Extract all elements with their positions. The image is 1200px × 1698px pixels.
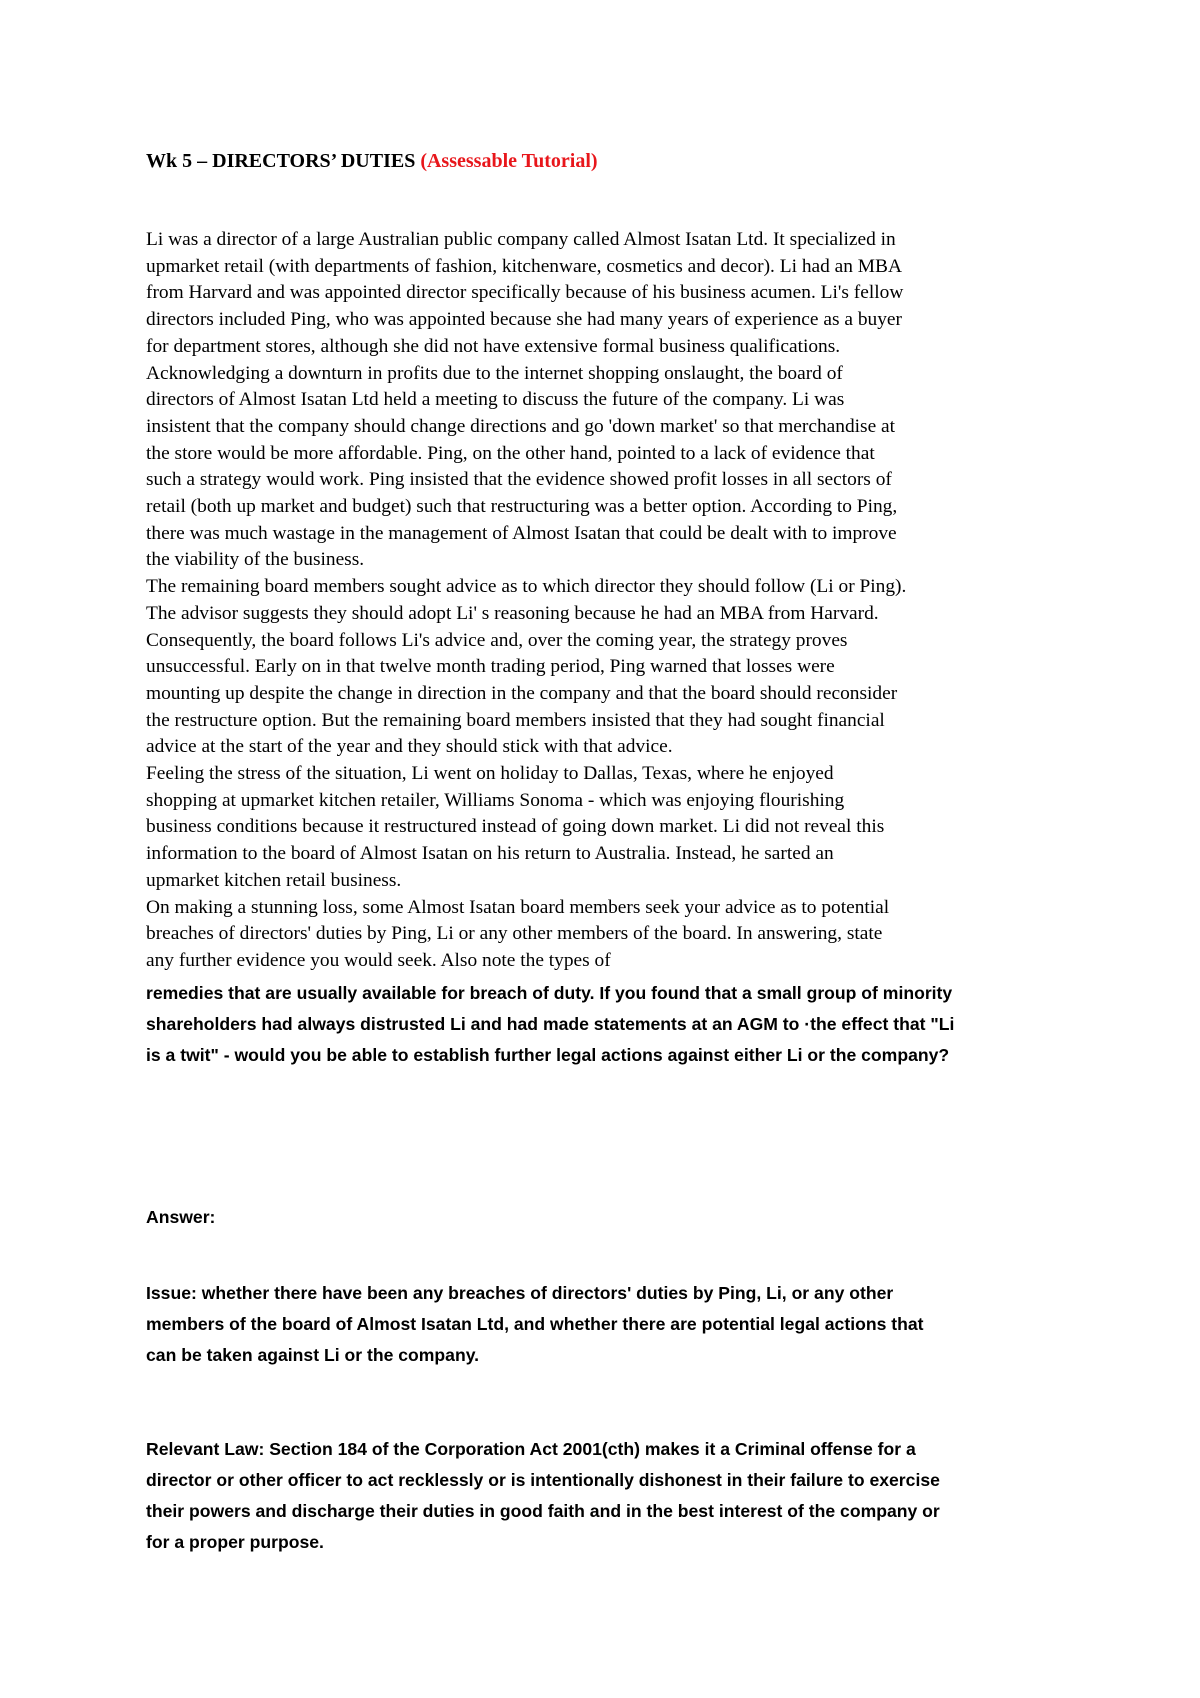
text-line: insistent that the company should change directions and go 'down market' so that merchandise at (146, 415, 896, 437)
text-line: business conditions because it restructured instead of going down market. Li did not reveal this (146, 816, 885, 838)
text-line: is a twit" - would you be able to establish further legal actions against either Li or the company? (146, 1045, 950, 1065)
text-line: mounting up despite the change in direction in the company and that the board should reconsider (146, 682, 898, 704)
document-title (146, 148, 1086, 174)
scenario-paragraph (146, 361, 1086, 575)
text-line: Acknowledging a downturn in profits due to the internet shopping onslaught, the board of (146, 362, 843, 384)
text-line: for department stores, although she did not have extensive formal business qualifications. (146, 335, 841, 357)
text-line: upmarket kitchen retail business. (146, 869, 402, 891)
text-line: director or other officer to act recklessly or is intentionally dishonest in their failure to exercise (146, 1470, 940, 1490)
text-line: information to the board of Almost Isatan on his return to Australia. Instead, he sarted an (146, 843, 834, 865)
text-line: Issue: whether there have been any breaches of directors' duties by Ping, Li, or any other (146, 1283, 894, 1303)
text-line: the restructure option. But the remaining board members insisted that they had sought financial (146, 709, 885, 731)
text-line: Feeling the stress of the situation, Li went on holiday to Dallas, Texas, where he enjoyed (146, 763, 834, 785)
question-text (146, 978, 1086, 1071)
scenario-paragraph (146, 895, 1086, 975)
scenario-text (146, 227, 1086, 975)
text-line: remedies that are usually available for breach of duty. If you found that a small group of minority (146, 983, 953, 1003)
text-line: Consequently, the board follows Li's advice and, over the coming year, the strategy proves (146, 629, 848, 651)
text-line: directors of Almost Isatan Ltd held a meeting to discuss the future of the company. Li was (146, 389, 845, 411)
text-line: shareholders had always distrusted Li and had made statements at an AGM to ·the effect that "Li (146, 1014, 955, 1034)
issue-section (146, 1278, 1086, 1371)
text-line: The advisor suggests they should adopt Li' s reasoning because he had an MBA from Harvard. (146, 602, 879, 624)
text-line: there was much wastage in the management of Almost Isatan that could be dealt with to improve (146, 522, 897, 544)
text-line: the viability of the business. (146, 549, 365, 571)
text-line: breaches of directors' duties by Ping, Li or any other members of the board. In answering, state (146, 923, 883, 945)
text-line: unsuccessful. Early on in that twelve month trading period, Ping warned that losses were (146, 656, 835, 678)
text-line: any further evidence you would seek. Also note the types of (146, 949, 611, 971)
text-line: for a proper purpose. (146, 1532, 324, 1552)
scenario-paragraph (146, 227, 1086, 361)
text-line: members of the board of Almost Isatan Ltd, and whether there are potential legal actions that (146, 1314, 924, 1334)
text-line: On making a stunning loss, some Almost Isatan board members seek your advice as to potential (146, 896, 890, 918)
text-line: upmarket retail (with departments of fashion, kitchenware, cosmetics and decor). Li had an MBA (146, 255, 902, 277)
relevant-law-section (146, 1434, 1086, 1558)
scenario-paragraph (146, 761, 1086, 895)
scenario-paragraph (146, 574, 1086, 761)
text-line: Relevant Law: Section 184 of the Corporation Act 2001(cth) makes it a Criminal offense for a (146, 1439, 916, 1459)
title-accent: (Assessable Tutorial) (420, 150, 598, 172)
text-line: such a strategy would work. Ping insisted that the evidence showed profit losses in all sectors of (146, 469, 892, 491)
answer-label: Answer: (146, 1207, 216, 1227)
text-line: advice at the start of the year and they should stick with that advice. (146, 736, 673, 758)
text-line: retail (both up market and budget) such that restructuring was a better option. According to Ping, (146, 496, 898, 518)
text-line: can be taken against Li or the company. (146, 1345, 480, 1365)
answer-heading (146, 1202, 1086, 1233)
text-line: Li was a director of a large Australian public company called Almost Isatan Ltd. It specialized in (146, 229, 896, 250)
text-line: shopping at upmarket kitchen retailer, Williams Sonoma - which was enjoying flourishing (146, 789, 845, 811)
text-line: directors included Ping, who was appointed because she had many years of experience as a buyer (146, 309, 902, 331)
text-line: from Harvard and was appointed director specifically because of his business acumen. Li's fellow (146, 282, 904, 304)
text-line: the store would be more affordable. Ping, on the other hand, pointed to a lack of evidence that (146, 442, 875, 464)
text-line: their powers and discharge their duties in good faith and in the best interest of the company or (146, 1501, 940, 1521)
text-line: The remaining board members sought advice as to which director they should follow (Li or Ping). (146, 576, 907, 598)
title-main: Wk 5 – DIRECTORS’ DUTIES (146, 150, 421, 172)
